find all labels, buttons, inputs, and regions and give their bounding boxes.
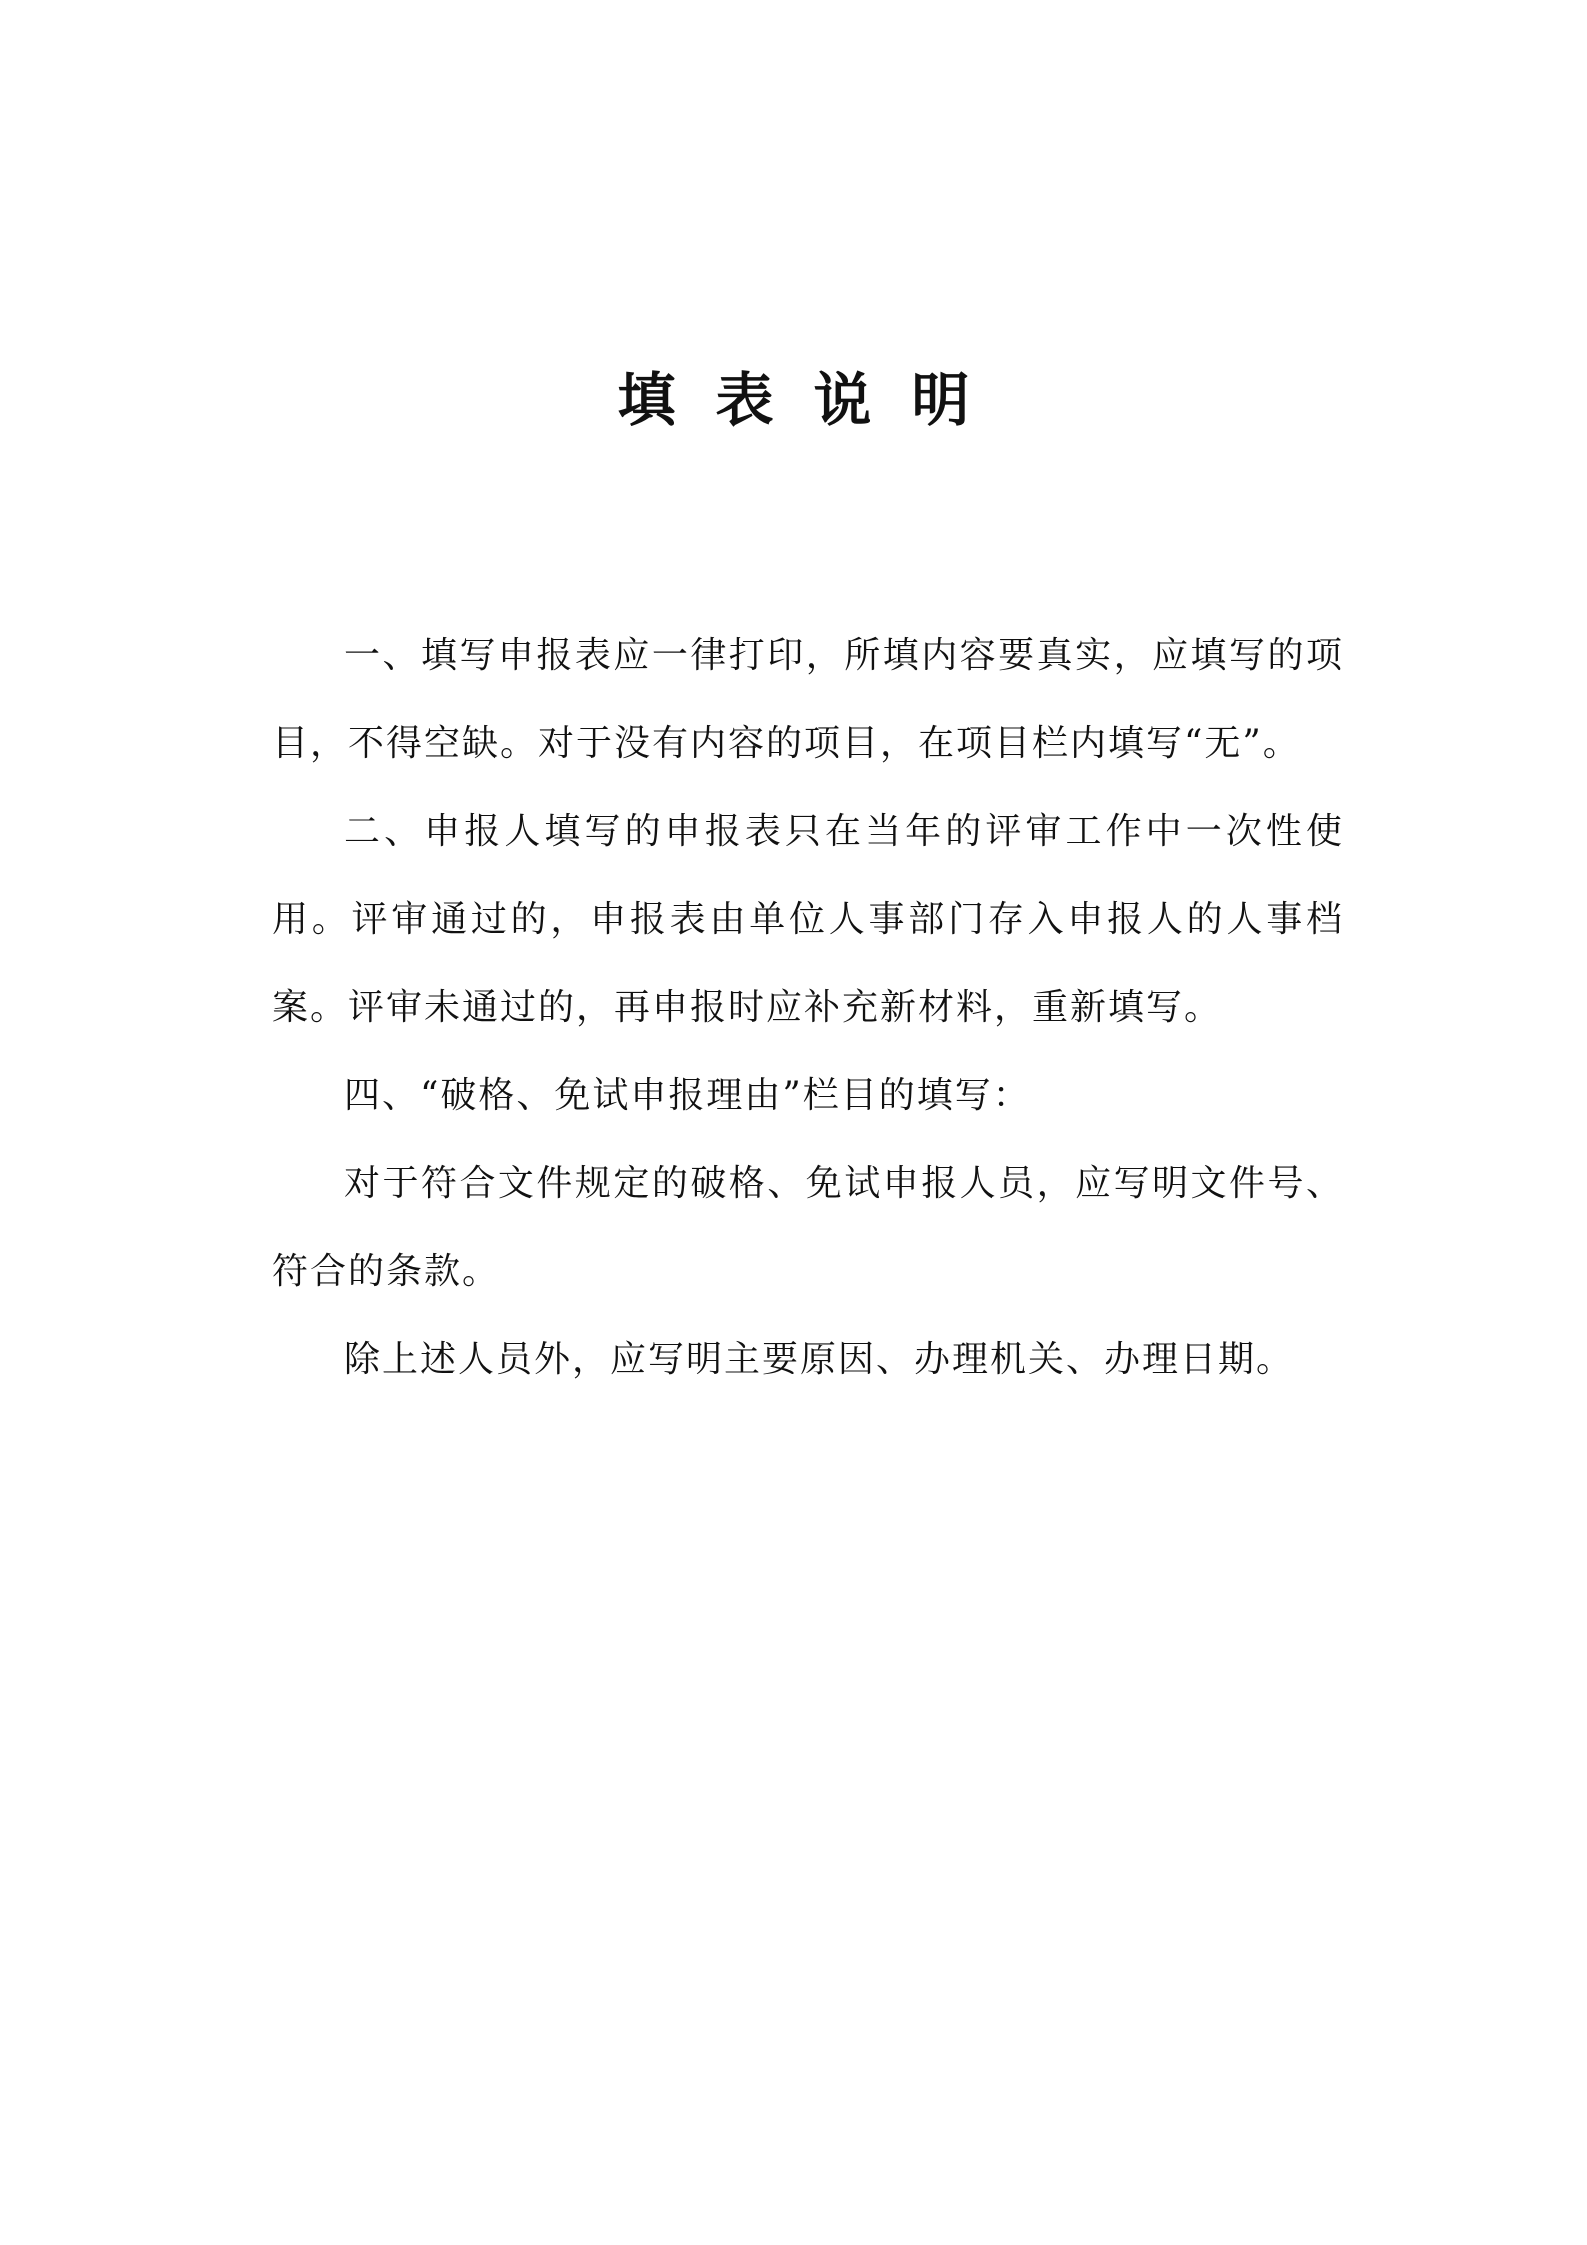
instruction-paragraph-2: 二、申报人填写的申报表只在当年的评审工作中一次性使用。评审通过的，申报表由单位人事部门存入申报人的人事档案。评审未通过的，再申报时应补充新材料，重新填写。 bbox=[272, 811, 1344, 1028]
instruction-paragraph-1: 一、填写申报表应一律打印，所填内容要真实，应填写的项目，不得空缺。对于没有内容的项目，在项目栏内填写“无”。 bbox=[272, 635, 1344, 764]
page-title: 填表说明 bbox=[617, 366, 1010, 434]
instruction-paragraph-4-item-2: 除上述人员外，应写明主要原因、办理机关、办理日期。 bbox=[344, 1339, 1295, 1380]
instruction-paragraph-4-item-1: 对于符合文件规定的破格、免试申报人员，应写明文件号、符合的条款。 bbox=[272, 1163, 1344, 1292]
instruction-paragraph-4-heading: 四、“破格、免试申报理由”栏目的填写： bbox=[344, 1075, 1031, 1116]
instructions-body bbox=[272, 612, 1344, 1404]
